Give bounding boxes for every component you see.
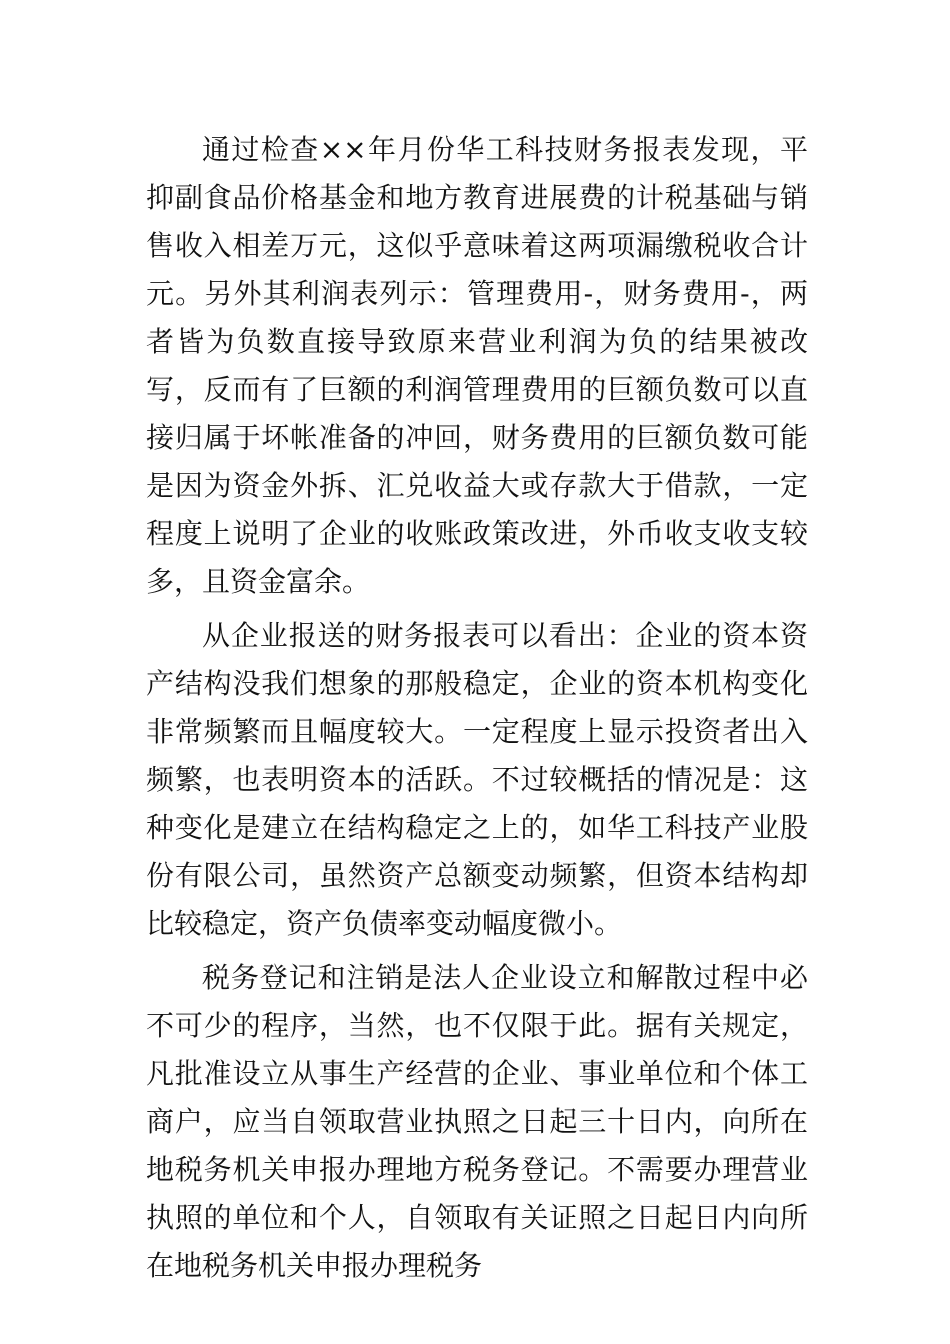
paragraph-1: 通过检查××年月份华工科技财务报表发现，平抑副食品价格基金和地方教育进展费的计税基础与销售收入相差万元，这似乎意味着这两项漏缴税收合计元。另外其利润表列示：管理费用-，财务费用-，两者皆为负数直接导致原来营业利润为负的结果被改写，反而有了巨额的利润管理费用的巨额负数可以直接归属于坏帐准备的冲回，财务费用的巨额负数可能是因为资金外拆、汇兑收益大或存款大于借款，一定程度上说明了企业的收账政策改进，外币收支收支较多，且资金富余。 [146,133,808,598]
paragraph-3: 税务登记和注销是法人企业设立和解散过程中必不可少的程序，当然，也不仅限于此。据有关规定，凡批准设立从事生产经营的企业、事业单位和个体工商户，应当自领取营业执照之日起三十日内，向所在地税务机关申报办理地方税务登记。不需要办理营业执照的单位和个人，自领取有关证照之日起日内向所在地税务机关申报办理税务 [146,961,808,1282]
document-body [146,126,808,1296]
paragraph-2: 从企业报送的财务报表可以看出：企业的资本资产结构没我们想象的那般稳定，企业的资本机构变化非常频繁而且幅度较大。一定程度上显示投资者出入频繁，也表明资本的活跃。不过较概括的情况是：这种变化是建立在结构稳定之上的，如华工科技产业股份有限公司，虽然资产总额变动频繁，但资本结构却比较稳定，资产负债率变动幅度微小。 [146,619,808,940]
